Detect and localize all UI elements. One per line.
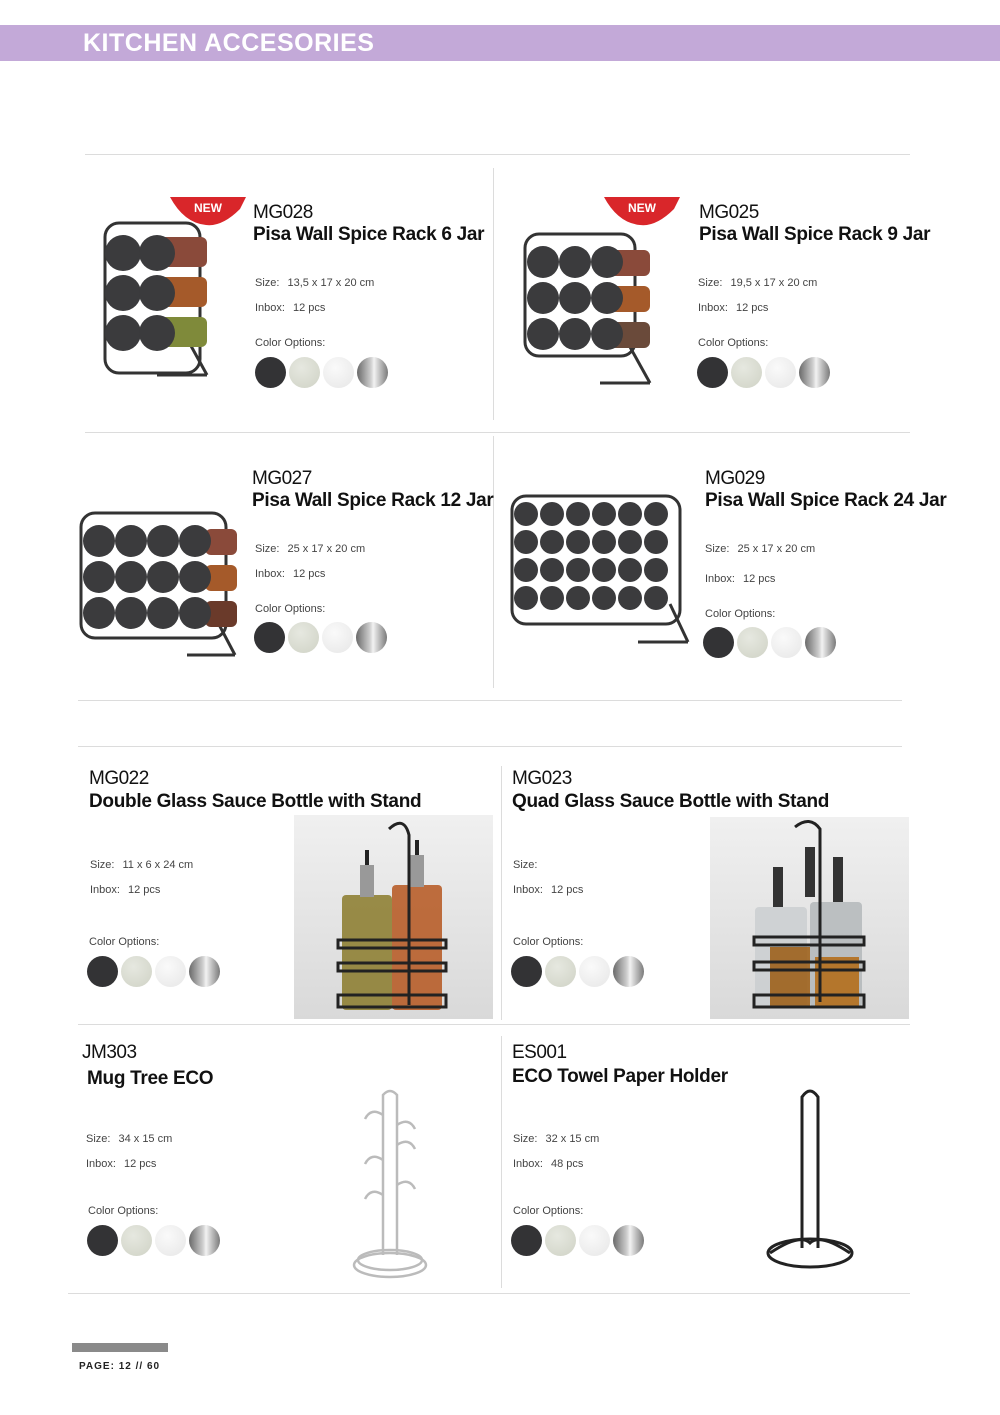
color-swatches bbox=[697, 357, 830, 388]
divider bbox=[493, 168, 494, 420]
swatch-white bbox=[155, 956, 186, 987]
spice-rack-12-jar-image bbox=[75, 505, 245, 665]
swatch-sage bbox=[545, 956, 576, 987]
divider bbox=[68, 1293, 910, 1294]
swatch-chrome bbox=[805, 627, 836, 658]
product-size: Size: 32 x 15 cm bbox=[513, 1133, 600, 1145]
swatch-white bbox=[771, 627, 802, 658]
divider bbox=[501, 1036, 502, 1288]
swatch-sage bbox=[545, 1225, 576, 1256]
swatch-chrome bbox=[613, 956, 644, 987]
product-code: MG028 bbox=[253, 202, 313, 223]
swatch-chrome bbox=[357, 357, 388, 388]
product-size: Size: 19,5 x 17 x 20 cm bbox=[698, 277, 818, 289]
swatch-black bbox=[254, 622, 285, 653]
swatch-sage bbox=[289, 357, 320, 388]
product-size: Size: bbox=[513, 859, 538, 871]
color-options-label: Color Options: bbox=[88, 1205, 159, 1217]
quad-sauce-bottle-image bbox=[710, 817, 909, 1019]
spice-rack-24-jar-image bbox=[508, 490, 693, 650]
product-name: Pisa Wall Spice Rack 24 Jar bbox=[705, 490, 947, 511]
color-options-label: Color Options: bbox=[513, 1205, 584, 1217]
color-swatches bbox=[511, 1225, 644, 1256]
swatch-sage bbox=[288, 622, 319, 653]
swatch-white bbox=[155, 1225, 186, 1256]
product-inbox: Inbox: 12 pcs bbox=[705, 573, 776, 585]
swatch-chrome bbox=[799, 357, 830, 388]
new-badge: NEW bbox=[170, 195, 246, 232]
divider bbox=[493, 436, 494, 688]
color-swatches bbox=[254, 622, 387, 653]
product-inbox: Inbox: 12 pcs bbox=[255, 568, 326, 580]
spice-rack-9-jar-image bbox=[515, 228, 665, 388]
swatch-black bbox=[87, 1225, 118, 1256]
page-number: PAGE: 12 // 60 bbox=[79, 1361, 161, 1372]
section-title: KITCHEN ACCESORIES bbox=[83, 29, 375, 57]
swatch-black bbox=[255, 357, 286, 388]
color-swatches bbox=[511, 956, 644, 987]
divider bbox=[85, 154, 910, 155]
swatch-black bbox=[87, 956, 118, 987]
swatch-chrome bbox=[613, 1225, 644, 1256]
spice-rack-6-jar-image bbox=[85, 215, 225, 380]
product-code: MG029 bbox=[705, 468, 765, 489]
double-sauce-bottle-image bbox=[294, 815, 493, 1019]
swatch-sage bbox=[737, 627, 768, 658]
color-swatches bbox=[255, 357, 388, 388]
product-name: Pisa Wall Spice Rack 12 Jar bbox=[252, 490, 494, 511]
color-swatches bbox=[703, 627, 836, 658]
swatch-white bbox=[579, 956, 610, 987]
swatch-black bbox=[697, 357, 728, 388]
swatch-sage bbox=[121, 956, 152, 987]
swatch-chrome bbox=[189, 1225, 220, 1256]
color-swatches bbox=[87, 956, 220, 987]
swatch-sage bbox=[121, 1225, 152, 1256]
color-options-label: Color Options: bbox=[513, 936, 584, 948]
color-swatches bbox=[87, 1225, 220, 1256]
product-name: Pisa Wall Spice Rack 9 Jar bbox=[699, 224, 931, 245]
swatch-white bbox=[765, 357, 796, 388]
product-code: MG022 bbox=[89, 768, 149, 789]
divider bbox=[501, 766, 502, 1020]
product-size: Size: 13,5 x 17 x 20 cm bbox=[255, 277, 375, 289]
color-options-label: Color Options: bbox=[255, 603, 326, 615]
product-inbox: Inbox: 12 pcs bbox=[513, 884, 584, 896]
swatch-black bbox=[511, 956, 542, 987]
divider bbox=[85, 432, 910, 433]
divider bbox=[78, 1024, 910, 1025]
color-options-label: Color Options: bbox=[698, 337, 769, 349]
mug-tree-image bbox=[345, 1085, 435, 1280]
product-inbox: Inbox: 12 pcs bbox=[698, 302, 769, 314]
product-size: Size: 11 x 6 x 24 cm bbox=[90, 859, 194, 871]
product-size: Size: 25 x 17 x 20 cm bbox=[255, 543, 366, 555]
swatch-white bbox=[579, 1225, 610, 1256]
divider bbox=[78, 700, 902, 701]
towel-paper-holder-image bbox=[760, 1083, 860, 1278]
swatch-chrome bbox=[356, 622, 387, 653]
swatch-white bbox=[323, 357, 354, 388]
swatch-black bbox=[511, 1225, 542, 1256]
product-code: ES001 bbox=[512, 1042, 567, 1063]
product-inbox: Inbox: 12 pcs bbox=[86, 1158, 157, 1170]
product-size: Size: 34 x 15 cm bbox=[86, 1133, 173, 1145]
color-options-label: Color Options: bbox=[705, 608, 776, 620]
swatch-black bbox=[703, 627, 734, 658]
product-code: MG023 bbox=[512, 768, 572, 789]
swatch-white bbox=[322, 622, 353, 653]
swatch-sage bbox=[731, 357, 762, 388]
new-badge: NEW bbox=[604, 195, 680, 232]
product-inbox: Inbox: 48 pcs bbox=[513, 1158, 584, 1170]
product-inbox: Inbox: 12 pcs bbox=[255, 302, 326, 314]
product-size: Size: 25 x 17 x 20 cm bbox=[705, 543, 816, 555]
product-code: JM303 bbox=[82, 1042, 137, 1063]
product-name: Double Glass Sauce Bottle with Stand bbox=[89, 791, 422, 812]
divider bbox=[78, 746, 902, 747]
product-name: Quad Glass Sauce Bottle with Stand bbox=[512, 791, 830, 812]
product-code: MG027 bbox=[252, 468, 312, 489]
section-header bbox=[0, 25, 1000, 61]
product-name: Mug Tree ECO bbox=[87, 1068, 214, 1089]
product-name: ECO Towel Paper Holder bbox=[512, 1066, 728, 1087]
color-options-label: Color Options: bbox=[255, 337, 326, 349]
product-inbox: Inbox: 12 pcs bbox=[90, 884, 161, 896]
product-name: Pisa Wall Spice Rack 6 Jar bbox=[253, 224, 485, 245]
footer-bar bbox=[72, 1343, 168, 1352]
swatch-chrome bbox=[189, 956, 220, 987]
product-code: MG025 bbox=[699, 202, 759, 223]
color-options-label: Color Options: bbox=[89, 936, 160, 948]
